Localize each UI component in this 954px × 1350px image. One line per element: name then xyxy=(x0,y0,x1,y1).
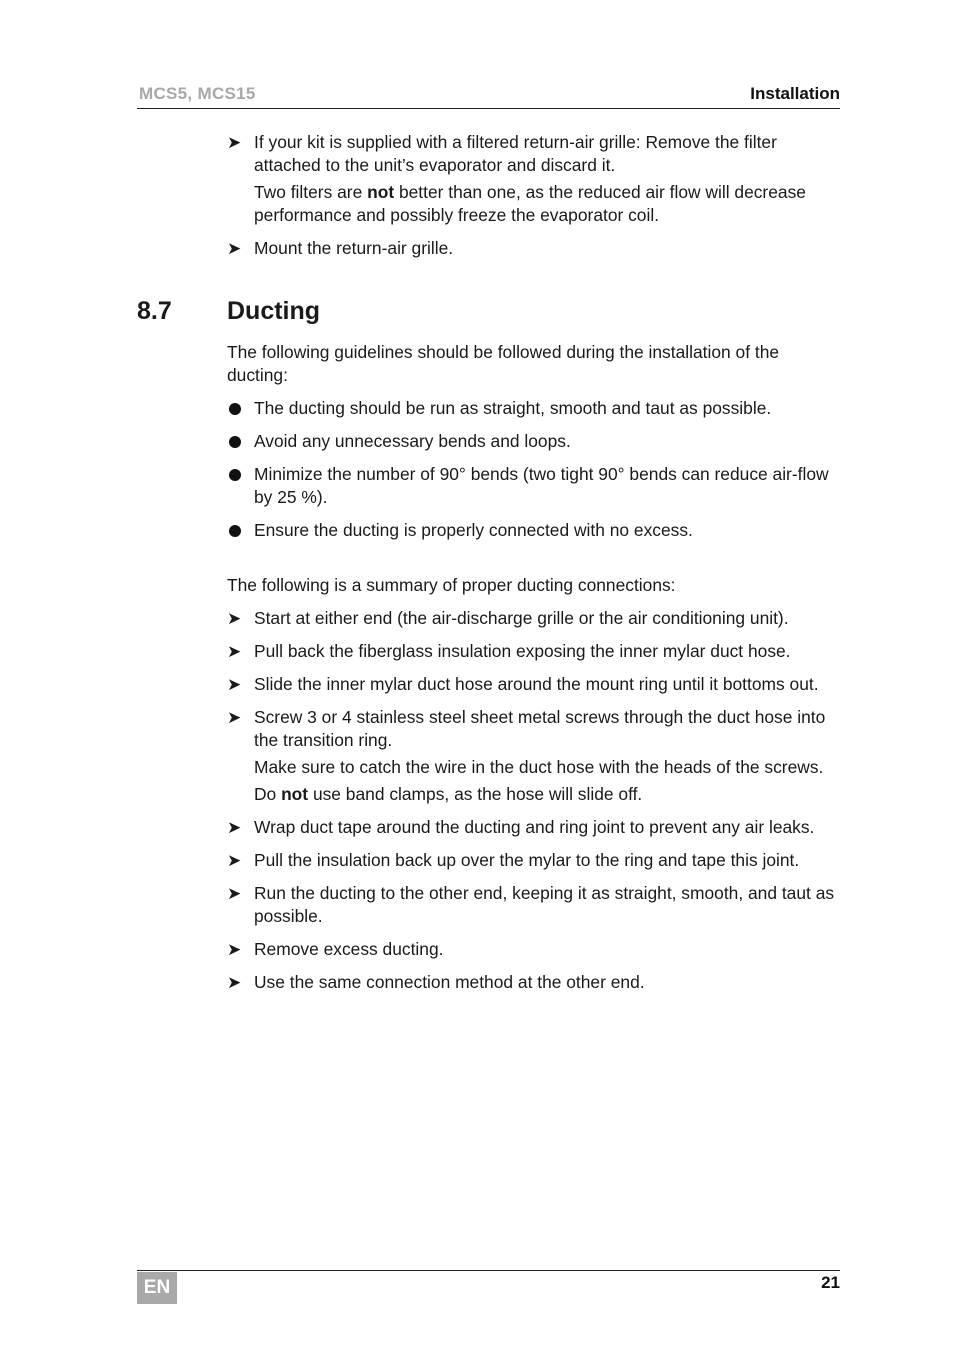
guideline-text: Minimize the number of 90° bends (two tight 90° bends can reduce air-flow by 25 %). xyxy=(254,464,829,507)
intro-steps xyxy=(227,131,843,260)
list-item xyxy=(227,849,843,872)
section-body xyxy=(227,341,843,994)
bullet-dot-icon xyxy=(229,525,241,537)
note-text: Do xyxy=(254,784,282,804)
arrow-right-icon: ➤ xyxy=(227,973,242,992)
step-text: Pull the insulation back up over the mylar to the ring and tape this joint. xyxy=(254,850,800,870)
arrow-right-icon: ➤ xyxy=(227,851,242,870)
bullet-dot-icon xyxy=(229,436,241,448)
language-badge: EN xyxy=(137,1272,177,1304)
arrow-right-icon: ➤ xyxy=(227,609,242,628)
step-text: Slide the inner mylar duct hose around the mount ring until it bottoms out. xyxy=(254,674,819,694)
section-name: Installation xyxy=(750,84,840,103)
list-item xyxy=(227,971,843,994)
list-item xyxy=(227,463,843,509)
section-number: 8.7 xyxy=(137,297,172,325)
step-text: Wrap duct tape around the ducting and ring joint to prevent any air leaks. xyxy=(254,817,815,837)
list-item xyxy=(227,816,843,839)
step-text: If your kit is supplied with a filtered return-air grille: Remove the filter attached to the unit’s evaporator and discard it. xyxy=(254,132,777,175)
step-text: Start at either end (the air-discharge grille or the air conditioning unit). xyxy=(254,608,789,628)
arrow-right-icon: ➤ xyxy=(227,940,242,959)
page-header xyxy=(137,84,840,109)
note-text: Two filters are xyxy=(254,182,368,202)
step-note xyxy=(254,783,843,806)
step-text: Use the same connection method at the other end. xyxy=(254,972,645,992)
note-text: use band clamps, as the hose will slide off. xyxy=(308,784,643,804)
summary-intro: The following is a summary of proper ducting connections: xyxy=(227,575,676,595)
list-item xyxy=(227,519,843,542)
list-item xyxy=(227,131,843,227)
arrow-right-icon: ➤ xyxy=(227,239,242,258)
list-item xyxy=(227,237,843,260)
arrow-right-icon: ➤ xyxy=(227,642,242,661)
step-text: Run the ducting to the other end, keeping it as straight, smooth, and taut as possible. xyxy=(254,883,835,926)
list-item xyxy=(227,397,843,420)
guideline-text: The ducting should be run as straight, smooth and taut as possible. xyxy=(254,398,772,418)
note-emphasis: not xyxy=(367,182,395,202)
guideline-text: Ensure the ducting is properly connected with no excess. xyxy=(254,520,693,540)
model-name: MCS5, MCS15 xyxy=(139,84,256,103)
page-number: 21 xyxy=(821,1273,840,1292)
page-footer xyxy=(137,1270,840,1298)
arrow-right-icon: ➤ xyxy=(227,133,242,152)
step-note xyxy=(254,181,843,227)
section-title: Ducting xyxy=(227,297,321,325)
bullet-dot-icon xyxy=(229,403,241,415)
list-item xyxy=(227,640,843,663)
bullet-dot-icon xyxy=(229,469,241,481)
list-item xyxy=(227,882,843,928)
guideline-text: Avoid any unnecessary bends and loops. xyxy=(254,431,571,451)
section-intro: The following guidelines should be followed during the installation of the ducting: xyxy=(227,342,780,385)
step-note: Make sure to catch the wire in the duct hose with the heads of the screws. xyxy=(254,757,824,777)
step-text: Pull back the fiberglass insulation exposing the inner mylar duct hose. xyxy=(254,641,791,661)
arrow-right-icon: ➤ xyxy=(227,884,242,903)
arrow-right-icon: ➤ xyxy=(227,675,242,694)
list-item xyxy=(227,706,843,806)
step-text: Screw 3 or 4 stainless steel sheet metal screws through the duct hose into the transition ring. xyxy=(254,707,826,750)
note-text: better than one, as the reduced air flow will decrease performance and possibly freeze the evaporator coil. xyxy=(254,182,806,225)
list-item xyxy=(227,938,843,961)
step-text: Mount the return-air grille. xyxy=(254,238,454,258)
note-emphasis: not xyxy=(281,784,309,804)
list-item xyxy=(227,430,843,453)
step-text: Remove excess ducting. xyxy=(254,939,444,959)
arrow-right-icon: ➤ xyxy=(227,818,242,837)
list-item xyxy=(227,607,843,630)
list-item xyxy=(227,673,843,696)
arrow-right-icon: ➤ xyxy=(227,708,242,727)
